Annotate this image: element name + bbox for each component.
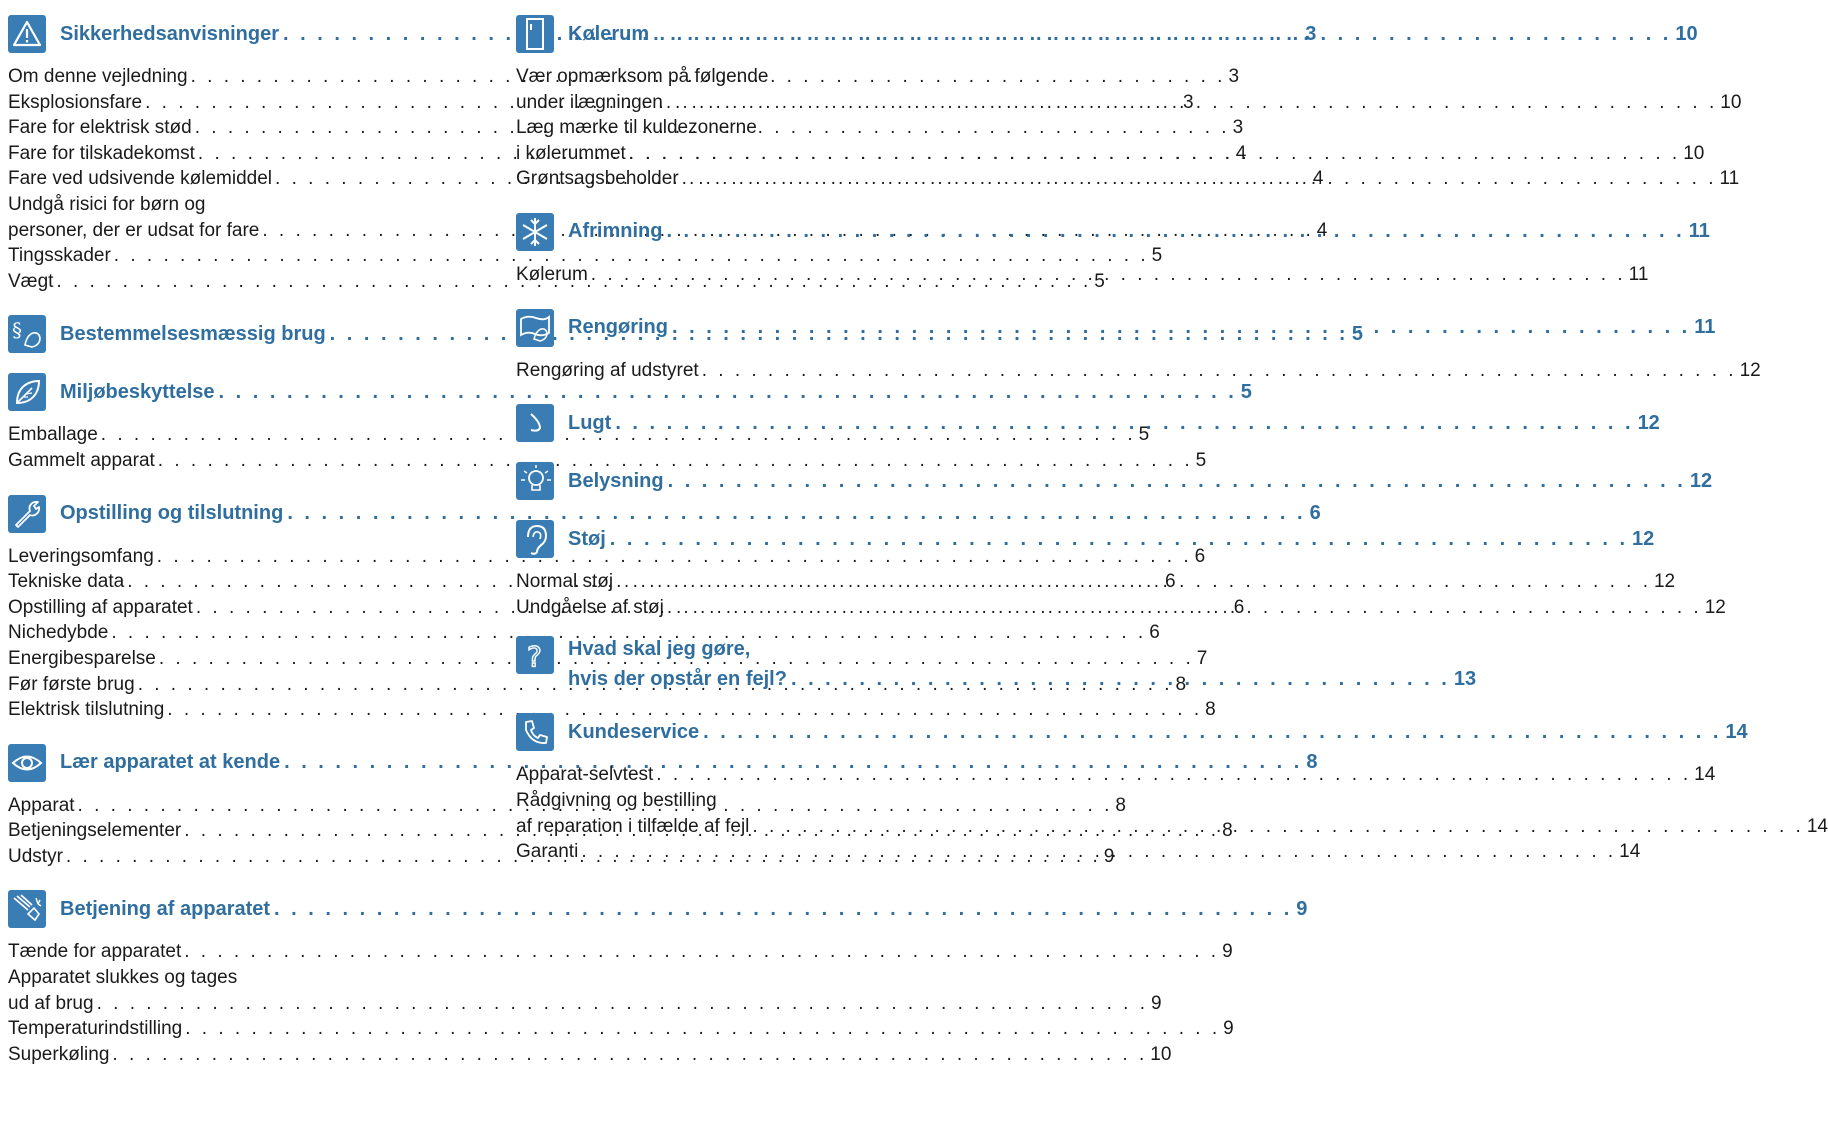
fridge-icon-svg: [516, 15, 554, 53]
section-page-number: 11: [1688, 220, 1710, 243]
section-title: [568, 721, 1748, 744]
toc-entry-label: Superkøling: [8, 1043, 110, 1065]
toc-entry-page: 12: [1739, 359, 1761, 381]
section-title-text: Kølerum: [568, 22, 650, 45]
toc-entry-page: 11: [1628, 263, 1649, 285]
toc-entry-page: 4: [1235, 142, 1247, 164]
eye-icon-svg: [8, 744, 46, 782]
toc-entry-label: Normal støj: [516, 571, 614, 593]
svg-text:§: §: [12, 318, 22, 343]
section-title: [60, 898, 1307, 921]
section-page-number: 10: [1675, 22, 1698, 45]
toc-entry-page: 14: [1694, 764, 1716, 786]
toc-entry-page: 6: [1149, 622, 1160, 644]
toc-entry-label: Betjeningselementer: [8, 820, 182, 842]
toc-entry-label: Grøntsagsbeholder: [516, 168, 679, 190]
section-title: [568, 412, 1660, 435]
section-title-text: Lær apparatet at kende: [60, 751, 281, 774]
dot-leader: [682, 166, 1717, 192]
ear-icon: [516, 520, 554, 558]
cleaning-hand-icon: [516, 309, 554, 347]
toc-entry-label: Vær opmærksom på følgende: [516, 66, 769, 87]
dot-leader: [629, 141, 1680, 167]
toc-entry-label: Apparatet slukkes og tages: [8, 967, 238, 989]
toc-entry-page: 6: [1194, 545, 1206, 567]
toc-entry-page: 3: [1228, 66, 1240, 87]
toc-entry-label: i kølerummet: [516, 142, 626, 164]
section-title-line: [568, 664, 1476, 694]
nose-icon-svg: [516, 404, 554, 442]
toc-entry-label: Energibesparelse: [8, 647, 156, 669]
dot-leader: [591, 262, 1626, 288]
section-title-line: [568, 634, 1476, 664]
toc-entry-page: 8: [1222, 820, 1233, 842]
dot-leader: [791, 664, 1450, 694]
toc-entry-label: Rengøring af udstyret: [516, 359, 699, 381]
section-heading[interactable]: [516, 513, 1655, 565]
toc-entry-label: Udstyr: [8, 845, 63, 867]
toc-entry-label: Kølerum: [516, 263, 588, 285]
toc-section: [516, 706, 1828, 878]
toc-entry-list: [516, 60, 1742, 206]
dot-leader: [752, 814, 1803, 840]
toc-entry-label: Om denne vejledning: [8, 66, 188, 87]
dot-leader: [184, 939, 1219, 965]
light-bulb-icon: [516, 462, 554, 500]
toc-entry-page: 8: [1115, 794, 1126, 816]
warning-triangle-icon-svg: [8, 15, 46, 53]
dot-leader: [653, 23, 1671, 46]
toc-entry-line: [8, 192, 474, 218]
toc-entry[interactable]: [8, 965, 1162, 1016]
dot-leader: [97, 991, 1148, 1017]
section-title: [568, 470, 1712, 493]
toc-entry[interactable]: [516, 262, 1649, 288]
toc-entry-page: 5: [1151, 245, 1163, 267]
warning-triangle-icon: [8, 15, 46, 53]
toc-entry-page: 14: [1806, 815, 1828, 837]
section-heading[interactable]: [8, 883, 1308, 935]
section-title-text: Lugt: [568, 411, 612, 434]
toc-section: [516, 397, 1660, 455]
toc-entry[interactable]: [8, 1016, 1234, 1042]
snowflake-icon: [516, 213, 554, 251]
section-title-text: Støj: [568, 527, 606, 550]
paragraph-hand-icon-svg: [8, 315, 46, 353]
phone-icon-svg: [516, 713, 554, 751]
toc-entry[interactable]: [516, 358, 1761, 384]
toc-entry-line: [516, 90, 1742, 116]
toc-entry-page: 11: [1719, 168, 1740, 190]
toc-entry-label: Rådgivning og bestilling: [516, 789, 717, 811]
toc-entry-label: Eksplosionsfare: [8, 91, 143, 113]
toc-entry-list: [8, 935, 1234, 1081]
toc-entry[interactable]: [516, 839, 1641, 865]
question-mark-icon: [516, 636, 554, 674]
section-page-number: 14: [1725, 720, 1748, 743]
phone-icon: [516, 713, 554, 751]
toc-entry-page: 9: [1151, 992, 1162, 1014]
toc-entry-page: 12: [1653, 571, 1676, 593]
dot-leader: [610, 528, 1628, 551]
toc-section: [516, 513, 1726, 634]
dot-leader: [666, 220, 1684, 243]
section-title-text: Miljøbeskyttelse: [60, 380, 215, 403]
dot-leader: [112, 1042, 1147, 1068]
toc-entry-label: Apparat: [8, 794, 75, 816]
dot-leader: [615, 412, 1633, 435]
section-title-text: hvis der opstår en fejl?: [568, 668, 787, 691]
nose-icon: [516, 404, 554, 442]
svg-text:?: ?: [527, 640, 542, 674]
section-page-number: 12: [1689, 469, 1713, 492]
toc-entry-list: [516, 258, 1649, 302]
toc-entry-page: 14: [1619, 841, 1641, 863]
question-mark-icon-svg: [516, 636, 554, 674]
toc-entry[interactable]: [8, 243, 1163, 269]
toc-entry-line: [8, 965, 474, 991]
toc-entry-page: 10: [1720, 91, 1742, 113]
toc-entry-page: 5: [1094, 270, 1105, 292]
eye-icon: [8, 744, 46, 782]
toc-entry-label: ud af brug: [8, 992, 94, 1014]
section-page-number: 3: [1305, 22, 1317, 45]
toc-entry[interactable]: [8, 544, 1206, 570]
toc-entry-label: Undgåelse af støj: [516, 596, 664, 618]
toc-entry-line: [516, 64, 954, 90]
toc-entry-page: 8: [1205, 699, 1216, 721]
dot-leader: [581, 839, 1616, 865]
toc-entry-label: Nichedybde: [8, 622, 109, 644]
section-page-number: 9: [1296, 897, 1308, 920]
toc-entry-label: Tingsskader: [8, 245, 111, 267]
hand-pointing-icon-svg: [8, 890, 46, 928]
leaf-icon: [8, 373, 46, 411]
cleaning-hand-icon-svg: [516, 309, 554, 347]
section-heading[interactable]: [516, 8, 1698, 60]
section-heading[interactable]: [516, 455, 1713, 507]
toc-entry-label: personer, der er udsat for fare: [8, 219, 260, 241]
fridge-icon: [516, 15, 554, 53]
toc-entry[interactable]: [8, 939, 1233, 965]
toc-entry-label: Gammelt apparat: [8, 449, 155, 471]
snowflake-icon-svg: [516, 213, 554, 251]
leaf-icon-svg: [8, 373, 46, 411]
section-page-number: 5: [1240, 380, 1252, 403]
section-title-text: Hvad skal jeg gøre,: [568, 638, 751, 661]
dot-leader: [274, 898, 1292, 921]
toc-entry-page: 5: [1195, 449, 1207, 471]
section-title: [568, 220, 1710, 243]
toc-entry-page: 6: [1233, 596, 1245, 618]
section-title: [568, 634, 1476, 694]
toc-entry[interactable]: [516, 595, 1726, 621]
toc-entry-line: [516, 141, 1705, 167]
section-title-text: Bestemmelsesmæssig brug: [60, 322, 326, 345]
section-heading[interactable]: [516, 634, 1477, 700]
toc-entry-page: 10: [1150, 1043, 1172, 1065]
section-page-number: 12: [1637, 411, 1660, 434]
section-title: [568, 23, 1698, 46]
section-title-text: Belysning: [568, 469, 664, 492]
section-title-text: Rengøring: [568, 316, 668, 339]
toc-entry-label: Fare for tilskadekomst: [8, 142, 195, 164]
paragraph-hand-icon: [8, 315, 46, 353]
toc-entry-page: 8: [1175, 673, 1187, 695]
toc-entry-label: Temperaturindstilling: [8, 1018, 183, 1040]
toc-entry-label: Apparat-selvtest: [516, 764, 654, 786]
section-title-text: Sikkerhedsanvisninger: [60, 22, 279, 45]
toc-entry-line: [516, 814, 1828, 840]
toc-entry-page: 9: [1222, 941, 1233, 963]
toc-entry-label: Tænde for apparatet: [8, 941, 182, 963]
toc-entry-label: Leveringsomfang: [8, 545, 154, 567]
toc-section: [516, 302, 1761, 398]
toc-entry[interactable]: [8, 697, 1216, 723]
dot-leader: [185, 1016, 1220, 1042]
toc-entry-page: 4: [1316, 219, 1328, 241]
light-bulb-icon-svg: [516, 462, 554, 500]
section-title-text: Opstilling og tilslutning: [60, 502, 284, 525]
toc-entry-label: Før første brug: [8, 673, 135, 695]
toc-right-column: [516, 8, 1828, 879]
toc-entry-page: 3: [1182, 91, 1194, 113]
section-page-number: 13: [1453, 668, 1477, 691]
section-title: [568, 316, 1715, 339]
toc-entry-list: [516, 758, 1828, 878]
toc-entry[interactable]: [516, 115, 1705, 166]
ear-icon-svg: [516, 520, 554, 558]
wrench-icon-svg: [8, 495, 46, 533]
dot-leader: [672, 316, 1690, 339]
dot-leader: [667, 595, 1702, 621]
toc-entry-page: 12: [1704, 596, 1726, 618]
toc-entry[interactable]: [516, 64, 1742, 115]
wrench-icon: [8, 495, 46, 533]
toc-entry[interactable]: [516, 569, 1676, 595]
toc-entry-label: af reparation i tilfælde af fejl: [516, 815, 750, 837]
toc-entry-label: Opstilling af apparatet: [8, 596, 193, 618]
toc-entry-page: 6: [1165, 571, 1176, 593]
dot-leader: [656, 762, 1691, 788]
dot-leader: [666, 90, 1717, 116]
toc-entry-line: [516, 115, 954, 141]
toc-entry-page: 5: [1138, 424, 1150, 446]
toc-entry-label: Emballage: [8, 424, 98, 446]
dot-leader: [703, 721, 1721, 744]
section-heading[interactable]: [516, 302, 1716, 354]
hand-pointing-icon: [8, 890, 46, 928]
section-title-text: Kundeservice: [568, 720, 700, 743]
toc-entry-label: under ilægningen: [516, 91, 663, 113]
toc-entry[interactable]: [8, 620, 1160, 646]
toc-entry-page: 7: [1196, 647, 1208, 669]
toc-entry-label: Garanti: [516, 841, 579, 863]
section-title-text: Afrimning: [568, 220, 663, 243]
section-title-text: Betjening af apparatet: [60, 897, 271, 920]
section-title: [568, 528, 1654, 551]
toc-section: [516, 206, 1710, 302]
toc-entry[interactable]: [8, 1042, 1172, 1068]
toc-entry[interactable]: [516, 788, 1828, 839]
section-page-number: 6: [1309, 502, 1321, 525]
toc-entry-page: 3: [1232, 117, 1244, 139]
toc-entry-page: 4: [1312, 168, 1324, 190]
section-page-number: 12: [1632, 527, 1655, 550]
toc-entry-label: Læg mærke til kuldezonerne: [516, 117, 757, 139]
toc-entry-label: Undgå risici for børn og: [8, 193, 206, 215]
toc-section: [8, 883, 1308, 1081]
section-page-number: 11: [1694, 316, 1716, 339]
toc-section: [516, 455, 1713, 513]
toc-entry-line: [516, 788, 954, 814]
toc-entry-list: [516, 565, 1726, 634]
section-page-number: 8: [1306, 751, 1318, 774]
toc-entry[interactable]: [8, 448, 1207, 474]
toc-entry-label: Elektrisk tilslutning: [8, 699, 165, 721]
toc-entry[interactable]: [516, 166, 1740, 192]
section-page-number: 5: [1351, 322, 1364, 345]
toc-entry-label: Fare for elektrisk stød: [8, 117, 192, 139]
toc-entry-page: 9: [1103, 845, 1115, 867]
toc-entry-label: Vægt: [8, 270, 54, 292]
toc-section: [516, 634, 1477, 706]
dot-leader: [702, 358, 1737, 384]
section-heading[interactable]: [516, 397, 1660, 449]
toc-entry-line: [8, 991, 1162, 1017]
toc-entry-page: 9: [1223, 1018, 1234, 1040]
section-heading[interactable]: [516, 206, 1710, 258]
toc-entry[interactable]: [516, 762, 1716, 788]
toc-entry-page: 10: [1683, 142, 1705, 164]
toc-section: [516, 8, 1742, 206]
dot-leader: [668, 470, 1686, 493]
dot-leader: [616, 569, 1651, 595]
section-heading[interactable]: [516, 706, 1748, 758]
toc-entry-label: Fare ved udsivende kølemiddel: [8, 168, 273, 190]
toc-entry-list: [516, 354, 1761, 398]
toc-entry-label: Tekniske data: [8, 571, 125, 593]
